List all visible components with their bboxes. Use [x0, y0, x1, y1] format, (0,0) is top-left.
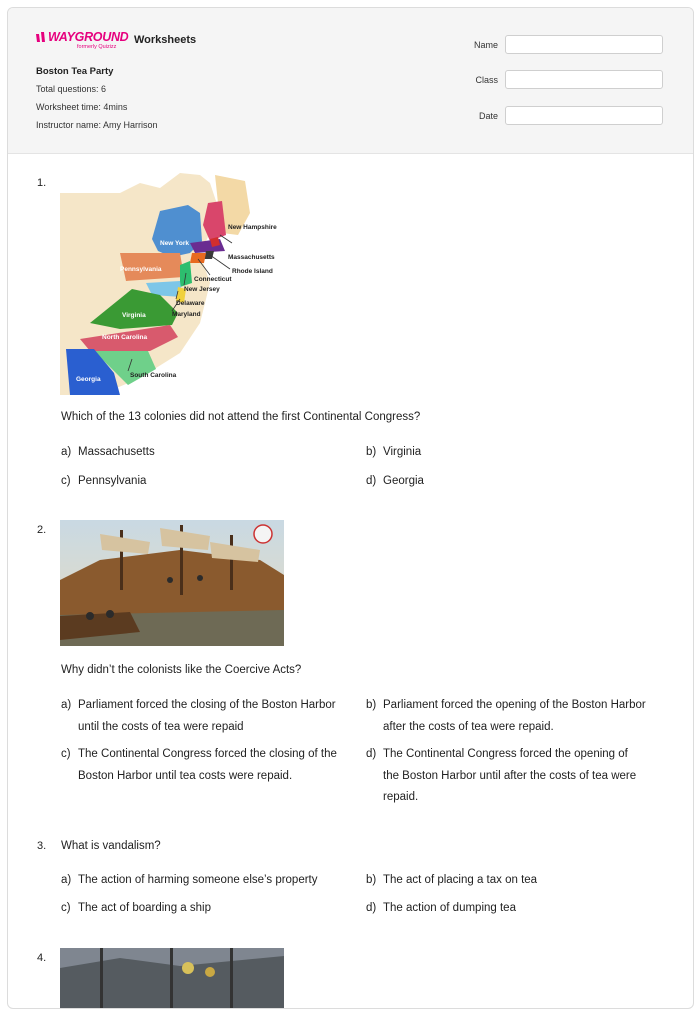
thirteen-colonies-map: [60, 173, 284, 395]
map-label-rhode-island: Rhode Island: [232, 268, 273, 275]
question-number: 4.: [37, 952, 47, 964]
instructor-name: Instructor name: Amy Harrison: [36, 120, 158, 130]
app-name: Worksheets: [134, 34, 197, 46]
map-label-new-york: New York: [160, 240, 190, 247]
map-label-pennsylvania: Pennsylvania: [120, 266, 162, 273]
map-label-georgia: Georgia: [76, 376, 101, 383]
class-field[interactable]: [505, 70, 663, 89]
worksheet-time: Worksheet time: 4mins: [36, 102, 128, 112]
date-field[interactable]: [505, 106, 663, 125]
answer-option-c[interactable]: c) The Continental Congress forced the closing of the Boston Harbor until tea costs were repaid.: [61, 748, 337, 782]
map-label-delaware: Delaware: [176, 300, 205, 307]
answer-option-c[interactable]: c) The act of boarding a ship: [61, 902, 211, 914]
question-text: Why didn’t the colonists like the Coercive Acts?: [61, 664, 302, 676]
answer-option-a[interactable]: a) Parliament forced the closing of the Boston Harbor until the costs of tea were repaid: [61, 699, 336, 733]
question-text: What is vandalism?: [61, 840, 161, 852]
logo-subtitle: formerly Quizizz: [77, 44, 117, 50]
answer-option-d[interactable]: d) The Continental Congress forced the opening of the Boston Harbor until after the costs of tea were repaid.: [366, 748, 637, 803]
answer-option-c[interactable]: c) Pennsylvania: [61, 475, 147, 487]
map-label-virginia: Virginia: [122, 312, 146, 319]
map-label-maryland: Maryland: [172, 311, 201, 318]
logo-wordmark: WAYGROUND: [48, 30, 129, 44]
map-label-new-hampshire: New Hampshire: [228, 224, 277, 231]
name-field[interactable]: [505, 35, 663, 54]
worksheet-header: [8, 8, 693, 154]
question-4-image: [60, 948, 284, 1008]
worksheet: [7, 7, 694, 1009]
date-label: Date: [478, 111, 498, 121]
map-label-south-carolina: South Carolina: [130, 372, 177, 379]
map-label-north-carolina: North Carolina: [102, 334, 148, 341]
answer-option-b[interactable]: b) Virginia: [366, 446, 422, 458]
worksheet-title: Boston Tea Party: [36, 66, 114, 77]
answer-option-a[interactable]: a) The action of harming someone else’s property: [61, 874, 318, 886]
answer-option-b[interactable]: b) The act of placing a tax on tea: [366, 874, 538, 886]
question-number: 3.: [37, 840, 47, 852]
map-label-connecticut: Connecticut: [194, 276, 232, 283]
answer-option-d[interactable]: d) Georgia: [366, 475, 424, 487]
question-text: Which of the 13 colonies did not attend the first Continental Congress?: [61, 411, 421, 423]
answer-option-a[interactable]: a) Massachusetts: [61, 446, 155, 458]
wayground-logo: [35, 30, 135, 56]
question-number: 1.: [37, 177, 47, 189]
name-label: Name: [473, 40, 498, 50]
map-label-new-jersey: New Jersey: [184, 286, 220, 293]
total-questions: Total questions: 6: [36, 84, 107, 94]
answer-option-b[interactable]: b) Parliament forced the opening of the Boston Harbor after the costs of tea were repaid.: [366, 699, 646, 733]
class-label: Class: [475, 75, 498, 85]
answer-option-d[interactable]: d) The action of dumping tea: [366, 902, 516, 914]
boston-tea-party-painting: [60, 520, 284, 646]
question-number: 2.: [37, 524, 47, 536]
map-label-massachusetts: Massachusetts: [228, 254, 275, 261]
